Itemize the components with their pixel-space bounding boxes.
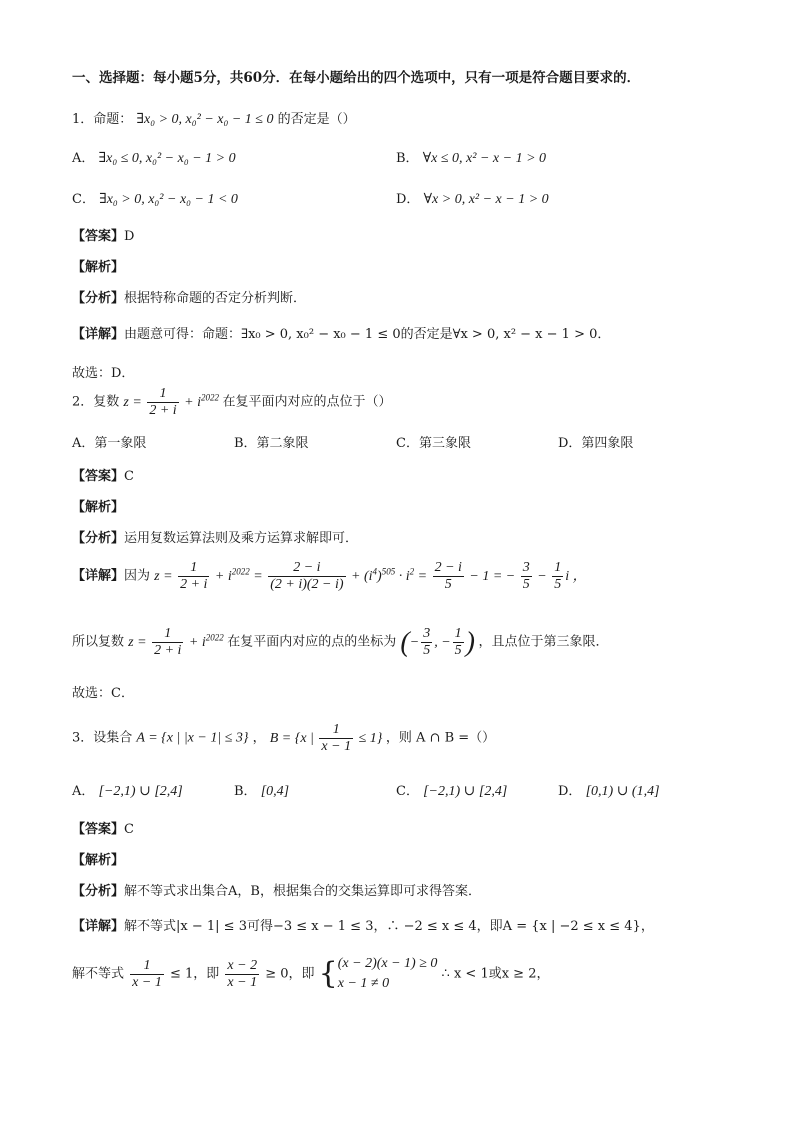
q2-conclusion — [72, 626, 608, 659]
q2-fenxi — [72, 527, 358, 546]
system-brace: { — [318, 956, 338, 991]
q2-xiangjie-prefix: 因为 — [124, 568, 151, 584]
q3-option-c — [396, 780, 507, 800]
q3-stem: 3．设集合 A = {x | |x − 1| ≤ 3} ， B = {x | $\frac{1}{x - 1}$ ≤ 1} ，则 A ∩ B =（） — [72, 722, 496, 754]
q1-option-a — [72, 147, 236, 167]
q3-stem-set-b-prefix: B = {x | — [269, 730, 314, 746]
q3-line2-frac1: $\frac{1}{x - 1}$ — [132, 957, 162, 990]
q3-answer-tag: 【答案】 — [72, 822, 125, 837]
q2-xiangjie-formula: z = $\frac{1}{2 + i}$ + $i^{2022}$ = $\frac{2 - i}{(2 + i)(2 - i)}$ + $(i^4)^{505} \cdot i^2$ = $\frac{2 - i}{5}$ − 1 = − $\frac{3}{5}$ − $\frac{1}{5}$ i ， — [154, 560, 587, 592]
q3-option-b — [234, 780, 289, 800]
q2-jiexi-tag: 【解析】 — [72, 500, 125, 515]
q2-xiangjie-tag: 【详解】 — [72, 568, 125, 584]
q3-fenxi — [72, 880, 481, 899]
q3-option-c-text: [−2,1) ∪ [2,4] — [423, 784, 508, 799]
q3-option-c-label: C． — [396, 784, 419, 799]
q2-conclusion-point: (− $\frac{3}{5}$ , − $\frac{1}{5}$ ) — [400, 626, 475, 658]
q1-stem-prefix: 1．命题： — [72, 112, 133, 127]
q1-option-c-label: C． — [72, 192, 95, 207]
q1-option-d — [396, 188, 549, 208]
q2-stem-prefix: 2．复数 — [72, 394, 120, 410]
q2-stem — [72, 386, 392, 419]
q1-option-b-text: ∀x ≤ 0, x² − x − 1 > 0 — [422, 151, 547, 166]
q3-option-d-label: D． — [558, 784, 582, 799]
q1-option-a-label: A． — [72, 151, 95, 166]
q3-xiangjie-line2 — [72, 954, 549, 994]
q1-xiangjie-text: 由题意可得：命题：∃x₀ > 0, x₀² − x₀ − 1 ≤ 0的否定是∀x > 0, x² − x − 1 > 0． — [124, 327, 611, 342]
q3-xiangjie-text: 解不等式|x − 1| ≤ 3可得−3 ≤ x − 1 ≤ 3，∴ −2 ≤ x ≤ 4，即A = {x | −2 ≤ x ≤ 4}， — [124, 919, 654, 934]
q1-option-a-text: ∃x₀ ≤ 0, x₀² − x₀ − 1 > 0 — [98, 151, 236, 166]
q1-fenxi — [72, 287, 306, 306]
q2-guxuan: 故选：C． — [72, 686, 134, 701]
q1-xiangjie-tag: 【详解】 — [72, 327, 125, 342]
q3-stem-set-a: A = {x | |x − 1| ≤ 3} — [136, 730, 249, 746]
section-header: 一、选择题：每小题5分，共60分．在每小题给出的四个选项中，只有一项是符合题目要求的． — [72, 70, 641, 86]
q3-fenxi-tag: 【分析】 — [72, 884, 125, 899]
q3-jiexi-tag: 【解析】 — [72, 853, 125, 868]
q1-guxuan: 故选：D． — [72, 366, 135, 381]
q2-stem-formula: z = $\frac{1}{2 + i}$ + $i^{2022}$ — [123, 386, 220, 418]
q1-option-c-text: ∃x₀ > 0, x₀² − x₀ − 1 < 0 — [99, 192, 238, 207]
q3-line2-frac2: $\frac{x - 2}{x - 1}$ — [227, 957, 258, 990]
q1-option-c — [72, 188, 238, 208]
q1-answer-value: D — [124, 229, 135, 244]
q2-option-d: D．第四象限 — [558, 436, 634, 451]
q2-answer — [72, 465, 134, 484]
q2-stem-suffix: 在复平面内对应的点位于（） — [222, 394, 392, 410]
q1-xiangjie — [72, 323, 610, 342]
q2-conclusion-mid: 在复平面内对应的点的坐标为 — [227, 634, 397, 650]
q1-answer-tag: 【答案】 — [72, 229, 125, 244]
q3-line2-system: (x − 2)(x − 1) ≥ 0 x − 1 ≠ 0 — [337, 956, 438, 991]
q3-stem-prefix: 3．设集合 — [72, 730, 133, 746]
q1-answer — [72, 225, 134, 244]
q3-option-b-label: B． — [234, 784, 257, 799]
q3-option-a — [72, 780, 183, 800]
q2-conclusion-prefix: 所以复数 — [72, 634, 125, 650]
q1-jiexi-tag: 【解析】 — [72, 260, 125, 275]
q2-conclusion-formula: z = $\frac{1}{2 + i}$ + $i^{2022}$ — [128, 626, 224, 658]
q1-option-d-text: ∀x > 0, x² − x − 1 > 0 — [423, 192, 549, 207]
q3-option-d — [558, 780, 660, 800]
q1-option-d-label: D． — [396, 192, 420, 207]
q1-stem — [72, 108, 356, 128]
q3-line2-mid1: ≤ 1，即 — [169, 966, 220, 982]
q2-fenxi-text: 运用复数运算法则及乘方运算求解即可． — [124, 531, 359, 546]
q1-option-b-label: B． — [396, 151, 419, 166]
q1-stem-suffix: 的否定是（） — [277, 112, 356, 127]
q1-stem-math: ∃x₀ > 0, x₀² − x₀ − 1 ≤ 0 — [136, 112, 274, 127]
q2-conclusion-suffix: ，且点位于第三象限． — [478, 634, 609, 650]
q1-fenxi-text: 根据特称命题的否定分析判断． — [124, 291, 307, 306]
q2-answer-value: C — [124, 469, 134, 484]
q2-xiangjie — [72, 560, 587, 593]
q2-answer-tag: 【答案】 — [72, 469, 125, 484]
q2-option-a: A．第一象限 — [72, 436, 147, 451]
q3-fenxi-text: 解不等式求出集合A，B，根据集合的交集运算即可求得答案． — [124, 884, 481, 899]
q3-option-b-text: [0,4] — [260, 784, 290, 799]
q3-stem-set-b: B = {x | $\frac{1}{x - 1}$ ≤ 1} — [269, 722, 386, 754]
q3-line2-suffix: ∴ x < 1或x ≥ 2， — [441, 966, 550, 982]
q3-option-a-text: [−2,1) ∪ [2,4] — [98, 784, 183, 799]
q3-xiangjie-tag: 【详解】 — [72, 919, 125, 934]
q3-option-d-text: [0,1) ∪ (1,4] — [585, 784, 660, 799]
q1-option-b — [396, 147, 546, 167]
q3-stem-suffix: ，则 A ∩ B =（） — [385, 730, 496, 746]
q2-option-c: C．第三象限 — [396, 436, 471, 451]
q3-xiangjie — [72, 915, 654, 934]
q2-option-b: B．第二象限 — [234, 436, 309, 451]
q3-line2-prefix: 解不等式 — [72, 966, 125, 982]
q2-fenxi-tag: 【分析】 — [72, 531, 125, 546]
q3-line2-mid2: ≥ 0，即 — [265, 966, 315, 982]
q1-fenxi-tag: 【分析】 — [72, 291, 125, 306]
q3-answer-value: C — [124, 822, 134, 837]
q3-option-a-label: A． — [72, 784, 95, 799]
q3-answer — [72, 818, 134, 837]
